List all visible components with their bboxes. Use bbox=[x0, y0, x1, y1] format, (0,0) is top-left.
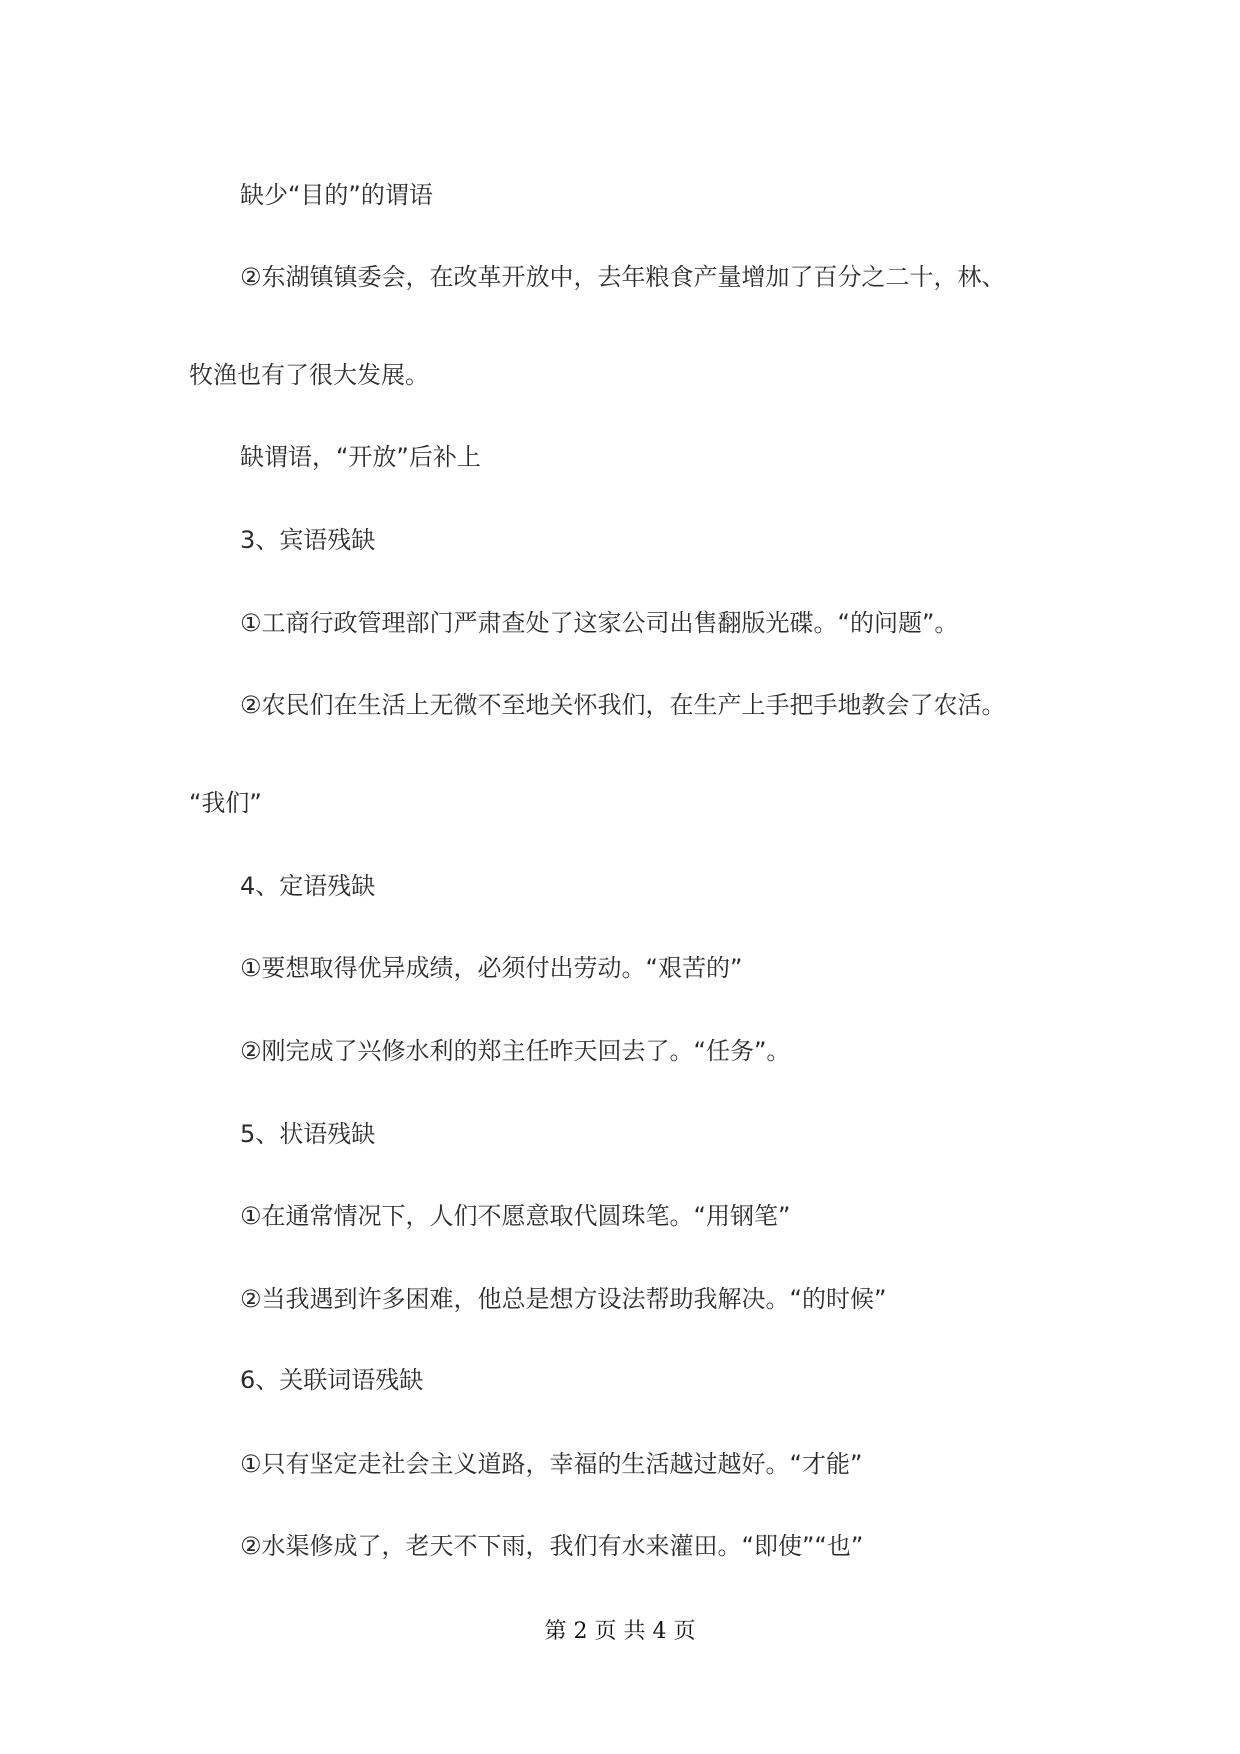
paragraph-attributive-example-1: ①要想取得优异成绩，必须付出劳动。“艰苦的” bbox=[240, 954, 743, 982]
paragraph-adverbial-example-2: ②当我遇到许多困难，他总是想方设法帮助我解决。“的时候” bbox=[240, 1285, 887, 1313]
paragraph-example-2-predicate-continued: 牧渔也有了很大发展。 bbox=[189, 361, 429, 389]
section-heading-attributive-missing: 4、定语残缺 bbox=[240, 872, 376, 900]
section-heading-object-missing: 3、宾语残缺 bbox=[240, 526, 376, 554]
paragraph-predicate-explanation: 缺谓语，“开放”后补上 bbox=[240, 443, 481, 471]
section-heading-conjunction-missing: 6、关联词语残缺 bbox=[240, 1366, 424, 1394]
paragraph-example-2-predicate: ②东湖镇镇委会，在改革开放中，去年粮食产量增加了百分之二十，林、 bbox=[240, 263, 1006, 291]
paragraph-object-example-1: ①工商行政管理部门严肃查处了这家公司出售翻版光碟。“的问题”。 bbox=[240, 609, 959, 637]
paragraph-object-example-2: ②农民们在生活上无微不至地关怀我们，在生产上手把手地教会了农活。 bbox=[240, 691, 1006, 719]
section-heading-adverbial-missing: 5、状语残缺 bbox=[240, 1120, 376, 1148]
paragraph-object-example-2-continued: “我们” bbox=[189, 789, 262, 817]
paragraph-conjunction-example-1: ①只有坚定走社会主义道路，幸福的生活越过越好。“才能” bbox=[240, 1450, 863, 1478]
page-number-footer: 第 2 页 共 4 页 bbox=[544, 1619, 696, 1644]
paragraph-adverbial-example-1: ①在通常情况下，人们不愿意取代圆珠笔。“用钢笔” bbox=[240, 1202, 791, 1230]
paragraph-conjunction-example-2: ②水渠修成了，老天不下雨，我们有水来灌田。“即使”“也” bbox=[240, 1532, 864, 1560]
paragraph-missing-purpose-predicate: 缺少“目的”的谓语 bbox=[240, 181, 433, 209]
paragraph-attributive-example-2: ②刚完成了兴修水利的郑主任昨天回去了。“任务”。 bbox=[240, 1037, 791, 1065]
